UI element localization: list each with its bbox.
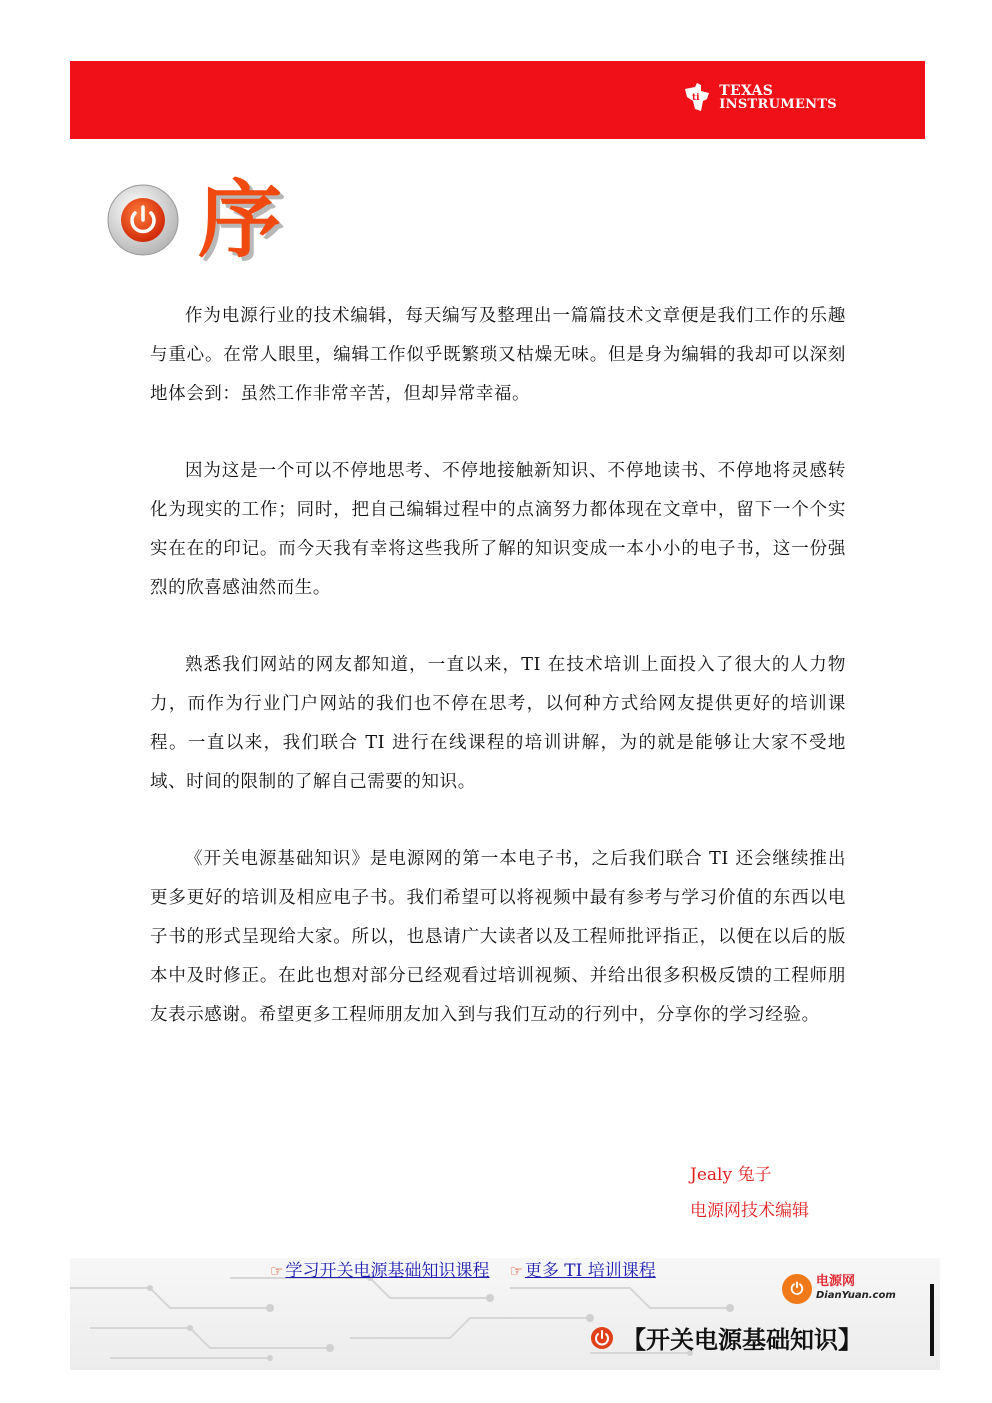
- pointing-hand-icon: ☞: [270, 1262, 284, 1280]
- ti-state-icon: [681, 83, 713, 113]
- book-title-text: 【开关电源基础知识】: [622, 1326, 862, 1354]
- footer-divider: [930, 1284, 934, 1356]
- power-icon: [106, 183, 180, 257]
- course-links: [270, 1256, 656, 1281]
- dianyuan-logo-cn: 电源网: [816, 1274, 856, 1289]
- dianyuan-logo: [782, 1274, 896, 1304]
- signature: [690, 1157, 809, 1229]
- paragraph: 作为电源行业的技术编辑，每天编写及整理出一篇篇技术文章便是我们工作的乐趣与重心。在常人眼里，编辑工作似乎既繁琐又枯燥无味。但是身为编辑的我却可以深刻地体会到：虽然工作非常辛苦，但却异常幸福。: [150, 306, 846, 404]
- ti-logo: [681, 83, 837, 113]
- svg-text:ti: ti: [692, 93, 700, 103]
- dianyuan-logo-en: DianYuan.com: [816, 1290, 896, 1301]
- signature-name: Jealy 兔子: [690, 1165, 772, 1185]
- section-heading: [106, 170, 282, 270]
- paragraph: 因为这是一个可以不停地思考、不停地接触新知识、不停地读书、不停地将灵感转化为现实的工作；同时，把自己编辑过程中的点滴努力都体现在文章中，留下一个个实实在在的印记。而今天我有幸将这些我所了解的知识变成一本小小的电子书，这一份强烈的欣喜感油然而生。: [150, 461, 846, 598]
- ti-brand-line1: TEXAS: [719, 83, 774, 99]
- paragraph: 《开关电源基础知识》是电源网的第一本电子书，之后我们联合 TI 还会继续推出更多更好的培训及相应电子书。我们希望可以将视频中最有参考与学习价值的东西以电子书的形式呈现给大家。所以，也恳请广大读者以及工程师批评指正，以便在以后的版本中及时修正。在此也想对部分已经观看过培训视频、并给出很多积极反馈的工程师朋友表示感谢。希望更多工程师朋友加入到与我们互动的行列中，分享你的学习经验。: [150, 849, 846, 1025]
- more-ti-courses-link[interactable]: 更多 TI 培训课程: [524, 1261, 656, 1281]
- plug-icon: ⏻: [782, 1274, 812, 1304]
- learn-course-link[interactable]: 学习开关电源基础知识课程: [285, 1261, 490, 1281]
- power-icon: [590, 1326, 614, 1350]
- ti-brand-line2: INSTRUMENTS: [719, 97, 837, 112]
- pointing-hand-icon: ☞: [509, 1262, 523, 1280]
- signature-role: 电源网技术编辑: [690, 1201, 809, 1221]
- link-item: [509, 1256, 655, 1281]
- link-item: [270, 1256, 489, 1281]
- preface-body: [150, 297, 846, 1073]
- paragraph: 熟悉我们网站的网友都知道，一直以来，TI 在技术培训上面投入了很大的人力物力，而作为行业门户网站的我们也不停在思考，以何种方式给网友提供更好的培训课程。一直以来，我们联合 TI 进行在线课程的培训讲解，为的就是能够让大家不受地域、时间的限制的了解自己需要的知识。: [150, 655, 846, 792]
- section-title: 序: [198, 171, 283, 269]
- header-banner: [70, 61, 925, 139]
- footer-book-title: [590, 1320, 862, 1355]
